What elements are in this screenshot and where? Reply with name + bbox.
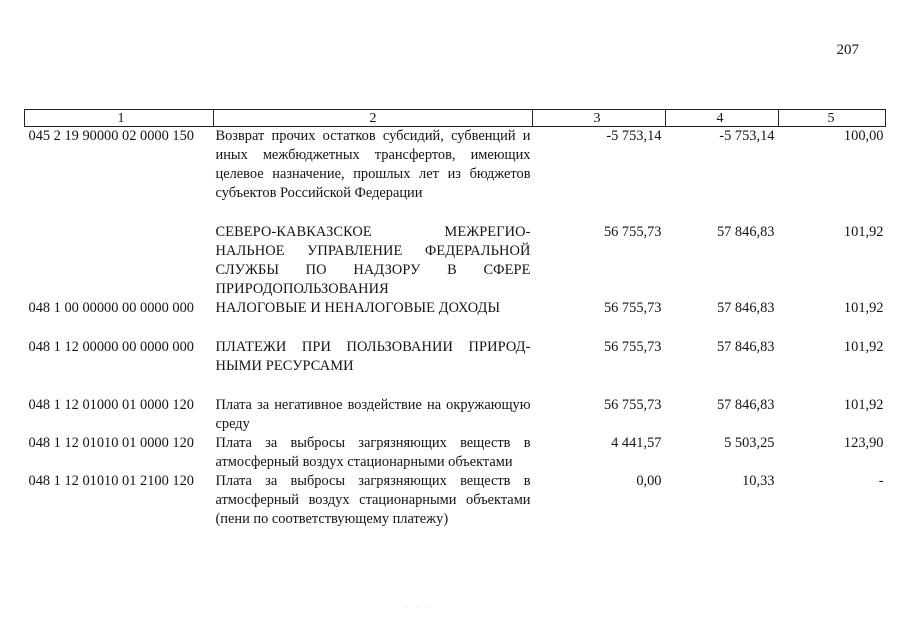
row-value-5: 101,92 <box>843 299 884 316</box>
row-name: Возврат прочих остатков субсидий, субвенций и иных межбюджетных трансфертов, имеющих целевое назначение, прошлых лет из бюджетов субъектов Российской Федерации <box>215 128 531 201</box>
row-value-4: 5 503,25 <box>724 434 775 451</box>
table-row <box>25 338 886 396</box>
table-row <box>25 223 886 299</box>
row-name: Плата за негативное воздействие на окружающую среду <box>215 396 531 432</box>
row-name: НАЛОГОВЫЕ И НЕНАЛОГОВЫЕ ДОХОДЫ <box>215 299 501 316</box>
row-code <box>25 223 214 299</box>
row-code: 048 1 12 01010 01 0000 120 <box>28 434 194 451</box>
scan-smudge: · · · <box>405 602 434 612</box>
row-value-5: 100,00 <box>843 128 884 144</box>
table-row <box>25 472 886 529</box>
table-row <box>25 434 886 472</box>
row-value-5: 101,92 <box>843 223 884 240</box>
row-code: 048 1 12 01000 01 0000 120 <box>28 396 194 413</box>
column-header-5: 5 <box>779 110 886 127</box>
row-code: 045 2 19 90000 02 0000 150 <box>28 128 194 144</box>
row-value-3: 56 755,73 <box>603 396 662 413</box>
row-value-4: 10,33 <box>742 472 775 489</box>
row-value-5: - <box>878 472 884 489</box>
column-header-1: 1 <box>25 110 214 127</box>
row-value-5: 101,92 <box>843 338 884 355</box>
row-value-4: 57 846,83 <box>716 299 775 316</box>
budget-table <box>24 109 886 529</box>
row-value-3: 56 755,73 <box>603 223 662 240</box>
table-row <box>25 299 886 338</box>
row-name: Плата за выбросы загрязняющих веществ в атмосферный воздух стационарными объектами (пени по соответствующему платежу) <box>215 472 531 527</box>
table-row <box>25 127 886 223</box>
row-value-4: 57 846,83 <box>716 338 775 355</box>
row-name: ПЛАТЕЖИ ПРИ ПОЛЬЗОВАНИИ ПРИРОД-НЫМИ РЕСУРСАМИ <box>215 338 531 374</box>
column-header-2: 2 <box>214 110 533 127</box>
row-value-4: -5 753,14 <box>719 128 775 144</box>
row-code: 048 1 12 00000 00 0000 000 <box>28 338 194 355</box>
row-name: СЕВЕРО-КАВКАЗСКОЕ МЕЖРЕГИО-НАЛЬНОЕ УПРАВЛЕНИЕ ФЕДЕРАЛЬНОЙ СЛУЖБЫ ПО НАДЗОРУ В СФЕРЕ ПРИРОДОПОЛЬЗОВАНИЯ <box>215 223 531 297</box>
row-value-3: 0,00 <box>636 472 662 489</box>
row-value-5: 101,92 <box>843 396 884 413</box>
row-value-3: 56 755,73 <box>603 338 662 355</box>
row-value-4: 57 846,83 <box>716 223 775 240</box>
row-code: 048 1 12 01010 01 2100 120 <box>28 472 194 489</box>
row-value-5: 123,90 <box>843 434 884 451</box>
row-value-3: -5 753,14 <box>606 128 662 144</box>
row-name: Плата за выбросы загрязняющих веществ в атмосферный воздух стационарными объектами <box>215 434 531 470</box>
row-value-3: 4 441,57 <box>611 434 662 451</box>
row-value-3: 56 755,73 <box>603 299 662 316</box>
row-code: 048 1 00 00000 00 0000 000 <box>28 299 194 316</box>
column-header-3: 3 <box>533 110 666 127</box>
row-value-4: 57 846,83 <box>716 396 775 413</box>
table-header-row <box>25 110 886 127</box>
column-header-4: 4 <box>666 110 779 127</box>
table-row <box>25 396 886 434</box>
page-number: 207 <box>836 42 859 58</box>
